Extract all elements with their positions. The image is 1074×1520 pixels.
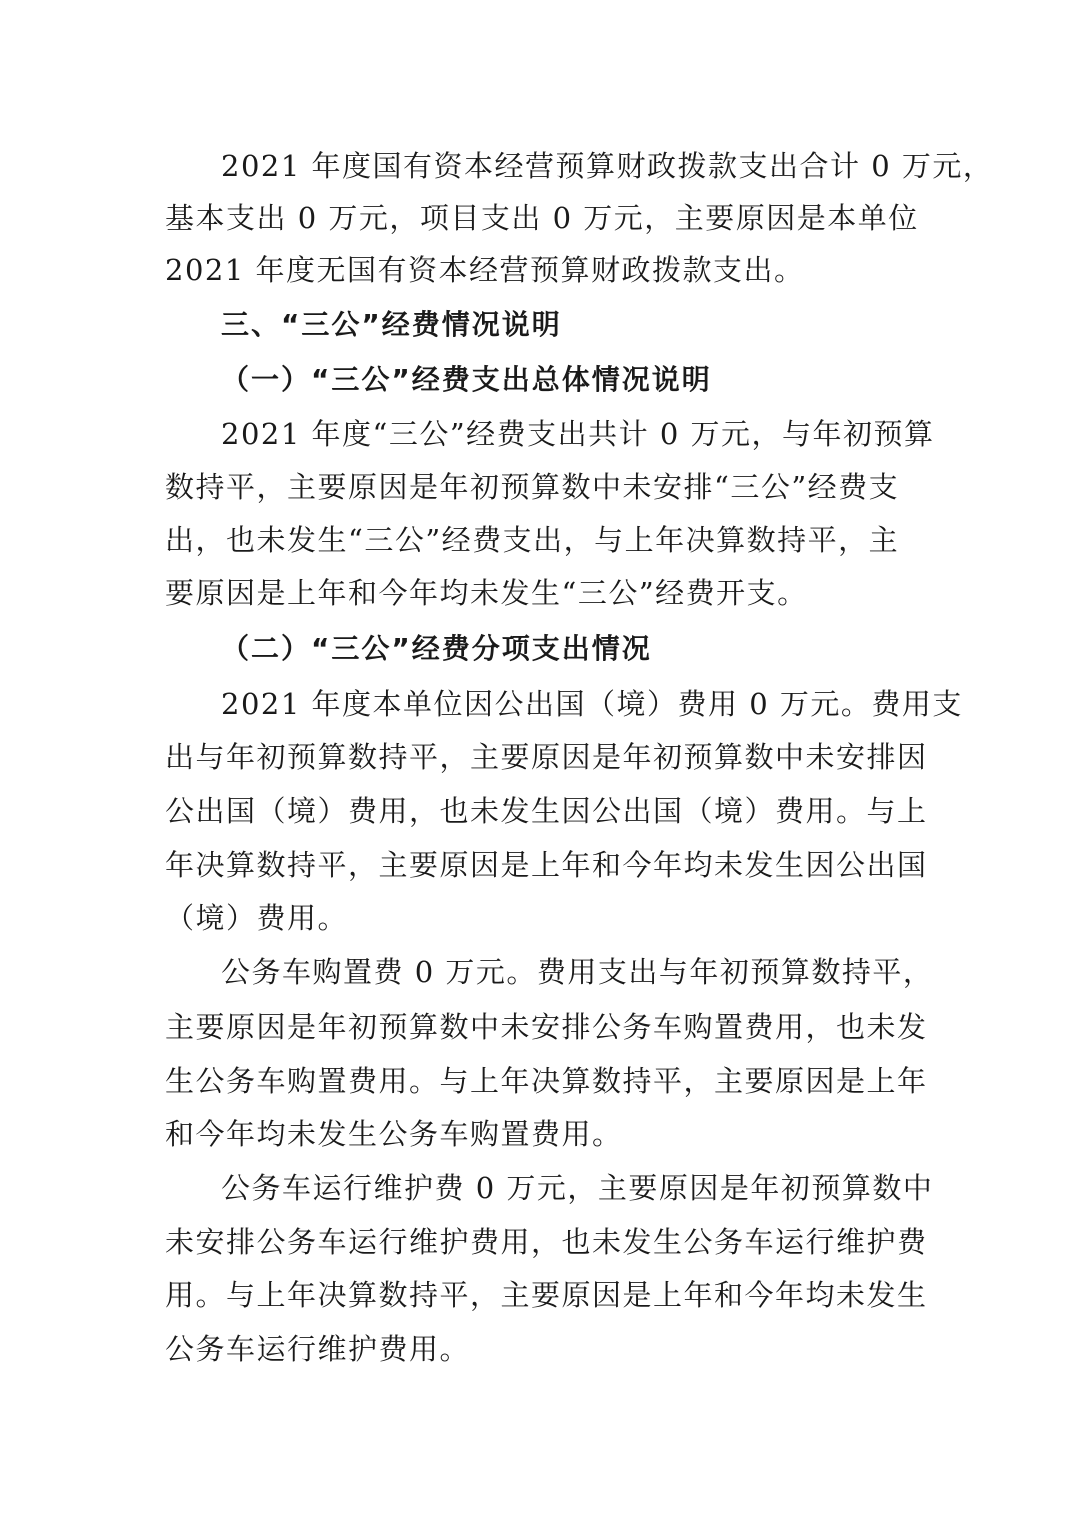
paragraph-line: 2021 年度国有资本经营预算财政拨款支出合计 0 万元， xyxy=(221,149,994,183)
paragraph-line: 出，也未发生“三公”经费支出，与上年决算数持平，主 xyxy=(165,523,900,557)
paragraph-line: 公务车运行维护费 0 万元，主要原因是年初预算数中 xyxy=(221,1171,934,1205)
paragraph-line: 未安排公务车运行维护费用，也未发生公务车运行维护费 xyxy=(165,1225,928,1259)
paragraph-line: 2021 年度无国有资本经营预算财政拨款支出。 xyxy=(165,253,805,287)
paragraph-line: 数持平，主要原因是年初预算数中未安排“三公”经费支 xyxy=(165,470,900,504)
paragraph-line: 公出国（境）费用，也未发生因公出国（境）费用。与上 xyxy=(165,794,928,828)
paragraph-line: 用。与上年决算数持平，主要原因是上年和今年均未发生 xyxy=(165,1278,928,1312)
paragraph-line: 和今年均未发生公务车购置费用。 xyxy=(165,1117,623,1151)
section-heading: 三、“三公”经费情况说明 xyxy=(221,308,562,341)
subsection-heading: （二）“三公”经费分项支出情况 xyxy=(221,632,652,665)
paragraph-line: （境）费用。 xyxy=(165,901,349,935)
paragraph-line: 2021 年度“三公”经费支出共计 0 万元，与年初预算 xyxy=(221,417,935,451)
paragraph-line: 主要原因是年初预算数中未安排公务车购置费用，也未发 xyxy=(165,1010,928,1044)
paragraph-line: 公务车运行维护费用。 xyxy=(165,1332,471,1366)
paragraph-line: 基本支出 0 万元，项目支出 0 万元，主要原因是本单位 xyxy=(165,201,919,235)
paragraph-line: 2021 年度本单位因公出国（境）费用 0 万元。费用支 xyxy=(221,687,963,721)
paragraph-line: 生公务车购置费用。与上年决算数持平，主要原因是上年 xyxy=(165,1064,928,1098)
paragraph-line: 年决算数持平，主要原因是上年和今年均未发生因公出国 xyxy=(165,848,928,882)
paragraph-line: 要原因是上年和今年均未发生“三公”经费开支。 xyxy=(165,576,808,610)
subsection-heading: （一）“三公”经费支出总体情况说明 xyxy=(221,363,712,396)
paragraph-line: 公务车购置费 0 万元。费用支出与年初预算数持平， xyxy=(221,955,934,989)
paragraph-line: 出与年初预算数持平，主要原因是年初预算数中未安排因 xyxy=(165,740,928,774)
